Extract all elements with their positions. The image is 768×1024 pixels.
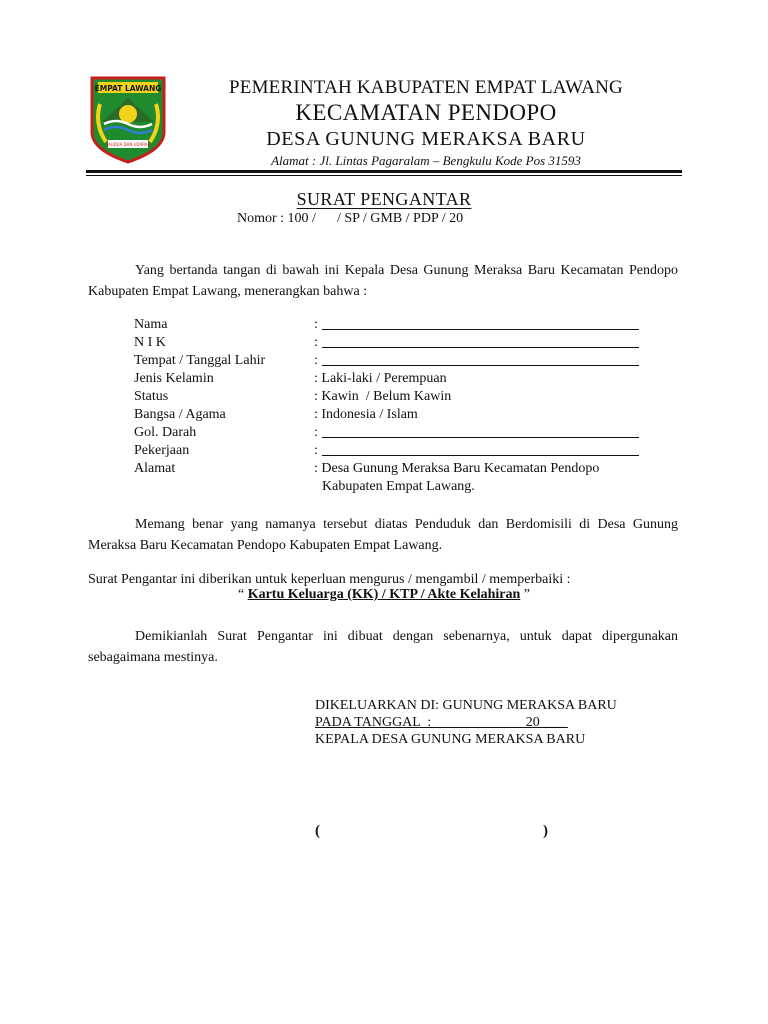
svg-text:EMPAT LAWANG: EMPAT LAWANG: [94, 84, 162, 93]
letterhead: [176, 76, 676, 170]
closing-paragraph: Demikianlah Surat Pengantar ini dibuat dengan sebenarnya, untuk dapat dipergunakan sebagaimana mestinya.: [88, 629, 678, 665]
field-label: Jenis Kelamin: [134, 371, 214, 386]
field-value: :: [314, 353, 318, 368]
field-row: [134, 442, 694, 460]
field-label: N I K: [134, 335, 166, 350]
field-row: [134, 352, 694, 370]
signature-block: [315, 697, 617, 748]
signature-name-open-paren: (: [315, 823, 320, 839]
letterhead-district: KECAMATAN PENDOPO: [295, 100, 557, 125]
purpose-intro: Surat Pengantar ini diberikan untuk keperluan mengurus / mengambil / memperbaiki :: [88, 572, 571, 587]
field-value: : Laki-laki / Perempuan: [314, 371, 447, 386]
field-label: Status: [134, 389, 169, 404]
letterhead-divider-thin: [86, 175, 682, 176]
regency-emblem-logo: [88, 74, 168, 164]
field-label: Nama: [134, 317, 168, 332]
field-row: [134, 316, 694, 334]
field-blank-line: [322, 425, 639, 438]
issued-at: DIKELUARKAN DI: GUNUNG MERAKSA BARU: [315, 698, 617, 713]
letterhead-address: Alamat : Jl. Lintas Pagaralam – Bengkulu Kode Pos 31593: [271, 153, 581, 168]
open-quote: “: [237, 587, 245, 602]
field-blank-line: [322, 353, 639, 366]
field-label: Bangsa / Agama: [134, 407, 226, 422]
document-title: SURAT PENGANTAR: [296, 189, 472, 209]
field-blank-line: [322, 317, 639, 330]
signatory-position: KEPALA DESA GUNUNG MERAKSA BARU: [315, 732, 586, 747]
statement-paragraph: Memang benar yang namanya tersebut diatas Penduduk dan Berdomisili di Desa Gunung Meraksa Baru Kecamatan Pendopo Kabupaten Empat Lawang.: [88, 517, 678, 553]
letterhead-village: DESA GUNUNG MERAKSA BARU: [266, 128, 586, 150]
purpose-line: [0, 587, 768, 603]
identity-fields: [134, 316, 694, 496]
field-row: [134, 388, 694, 406]
field-row: [134, 334, 694, 352]
field-label: Gol. Darah: [134, 425, 197, 440]
field-value: : Desa Gunung Meraksa Baru Kecamatan Pendopo: [314, 461, 600, 476]
field-value: :: [314, 335, 318, 350]
document-number: Nomor : 100 / / SP / GMB / PDP / 20: [237, 211, 464, 226]
purpose-text: Kartu Keluarga (KK) / KTP / Akte Kelahiran: [247, 587, 521, 602]
field-label: Pekerjaan: [134, 443, 190, 458]
field-value-continued: Kabupaten Empat Lawang.: [322, 479, 475, 494]
svg-text:SAUDUA DAN UDARAH: SAUDUA DAN UDARAH: [105, 142, 151, 147]
signature-name-close-paren: ): [543, 823, 548, 839]
field-value: : Kawin / Belum Kawin: [314, 389, 452, 404]
field-row: [134, 460, 694, 496]
field-row: [134, 406, 694, 424]
field-row: [134, 424, 694, 442]
field-row: [134, 370, 694, 388]
field-value: :: [314, 425, 318, 440]
field-blank-line: [322, 443, 639, 456]
letterhead-divider-thick: [86, 170, 682, 173]
field-label: Tempat / Tanggal Lahir: [134, 353, 266, 368]
field-blank-line: [322, 335, 639, 348]
letterhead-government: PEMERINTAH KABUPATEN EMPAT LAWANG: [229, 77, 623, 98]
field-value: : Indonesia / Islam: [314, 407, 418, 422]
intro-paragraph: Yang bertanda tangan di bawah ini Kepala Desa Gunung Meraksa Baru Kecamatan Pendopo Kabupaten Empat Lawang, menerangkan bahwa :: [88, 263, 678, 299]
close-quote: ”: [523, 587, 531, 602]
issue-date: PADA TANGGAL : 20____: [315, 715, 568, 730]
field-label: Alamat: [134, 461, 176, 476]
field-value: :: [314, 443, 318, 458]
field-value: :: [314, 317, 318, 332]
